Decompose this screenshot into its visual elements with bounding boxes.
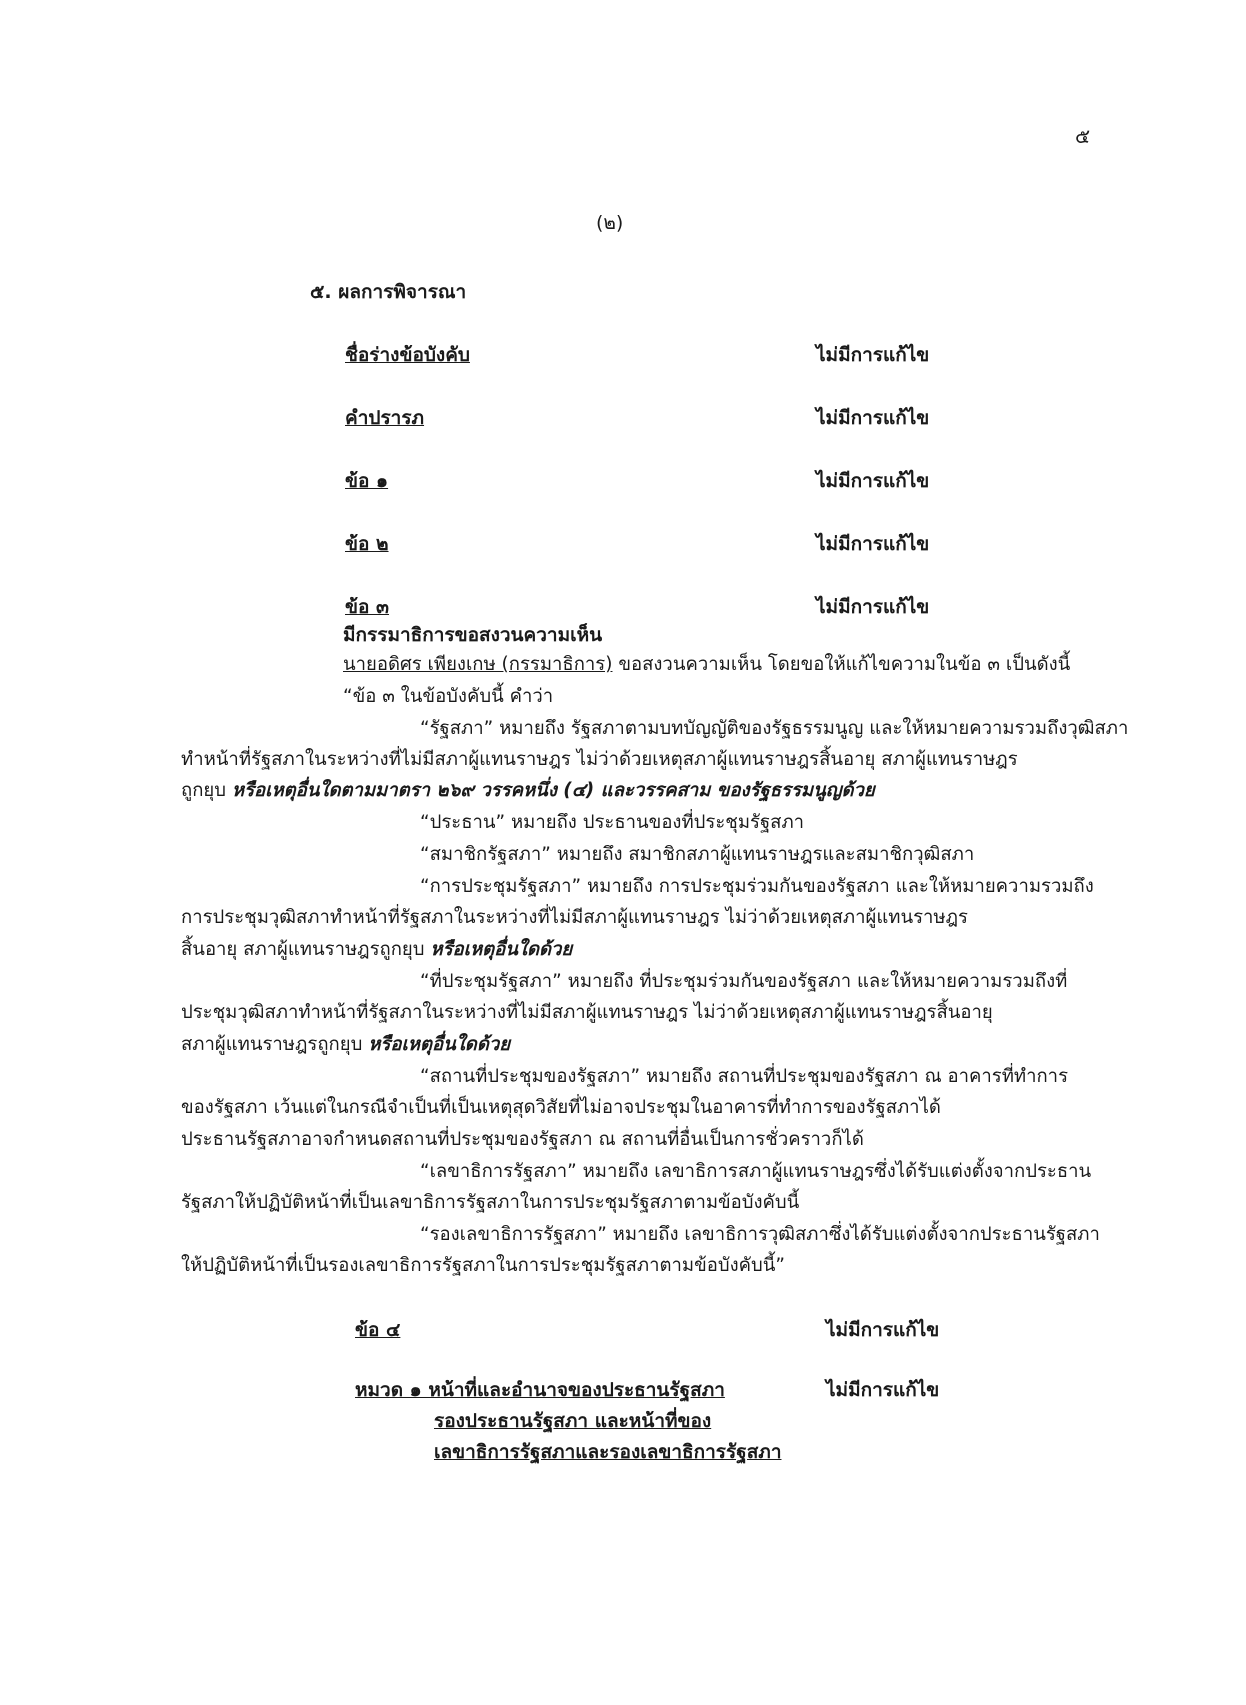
sub-page-number: (๒) xyxy=(596,212,624,234)
definition-line: ทำหน้าที่รัฐสภาในระหว่างที่ไม่มีสภาผู้แทนราษฎร ไม่ว่าด้วยเหตุสภาผู้แทนราษฎรสิ้นอายุ สภาผู้แทนราษฎร xyxy=(181,749,1018,770)
definition-line: “การประชุมรัฐสภา” หมายถึง การประชุมร่วมกันของรัฐสภา และให้หมายความรวมถึง xyxy=(420,876,1094,897)
added-text: หรือเหตุอื่นใดด้วย xyxy=(368,1034,511,1055)
definition-line: ของรัฐสภา เว้นแต่ในกรณีจำเป็นที่เป็นเหตุสุดวิสัยที่ไม่อาจประชุมในอาคารที่ทำการของรัฐสภาได้ xyxy=(181,1097,941,1118)
definition-line: “รองเลขาธิการรัฐสภา” หมายถึง เลขาธิการวุฒิสภาซึ่งได้รับแต่งตั้งจากประธานรัฐสภา xyxy=(420,1224,1100,1245)
definition-line: รัฐสภาให้ปฏิบัติหน้าที่เป็นเลขาธิการรัฐสภาในการประชุมรัฐสภาตามข้อบังคับนี้ xyxy=(181,1192,800,1213)
reservation-note: มีกรรมาธิการขอสงวนความเห็น xyxy=(343,624,603,646)
review-item-label: ชื่อร่างข้อบังคับ xyxy=(345,344,470,366)
review-item-label: ข้อ ๔ xyxy=(355,1319,401,1341)
definition-line: สิ้นอายุ สภาผู้แทนราษฎรถูกยุบ หรือเหตุอื่นใดด้วย xyxy=(181,939,573,960)
review-item-label: คำปรารภ xyxy=(345,407,425,429)
definition-line: “ที่ประชุมรัฐสภา” หมายถึง ที่ประชุมร่วมกันของรัฐสภา และให้หมายความรวมถึงที่ xyxy=(420,971,1068,992)
review-item-status: ไม่มีการแก้ไข xyxy=(826,1379,940,1401)
page-number: ๕ xyxy=(1075,124,1091,148)
definition-line: “เลขาธิการรัฐสภา” หมายถึง เลขาธิการสภาผู้แทนราษฎรซึ่งได้รับแต่งตั้งจากประธาน xyxy=(420,1161,1092,1182)
definition-line: สภาผู้แทนราษฎรถูกยุบ หรือเหตุอื่นใดด้วย xyxy=(181,1034,511,1055)
review-item-status: ไม่มีการแก้ไข xyxy=(816,596,930,618)
definition-line: “สมาชิกรัฐสภา” หมายถึง สมาชิกสภาผู้แทนราษฎรและสมาชิกวุฒิสภา xyxy=(420,844,975,865)
definition-line: ประชุมวุฒิสภาทำหน้าที่รัฐสภาในระหว่างที่ไม่มีสภาผู้แทนราษฎร ไม่ว่าด้วยเหตุสภาผู้แทนราษฎรสิ้นอายุ xyxy=(181,1002,993,1023)
section-heading: ๕. ผลการพิจารณา xyxy=(310,281,467,303)
member-name: นายอดิศร เพียงเกษ (กรรมาธิการ) xyxy=(343,654,613,675)
review-item-status: ไม่มีการแก้ไข xyxy=(816,470,930,492)
review-item-status: ไม่มีการแก้ไข xyxy=(826,1319,940,1341)
review-item-status: ไม่มีการแก้ไข xyxy=(816,344,930,366)
definition-line: ถูกยุบ หรือเหตุอื่นใดตามมาตรา ๒๖๙ วรรคหนึ่ง (๔) และวรรคสาม ของรัฐธรรมนูญด้วย xyxy=(181,780,875,801)
chapter-title-line: รองประธานรัฐสภา และหน้าที่ของ xyxy=(434,1410,712,1432)
definition-line: ให้ปฏิบัติหน้าที่เป็นรองเลขาธิการรัฐสภาในการประชุมรัฐสภาตามข้อบังคับนี้” xyxy=(181,1255,785,1276)
chapter-title-line: เลขาธิการรัฐสภาและรองเลขาธิการรัฐสภา xyxy=(434,1441,782,1463)
added-text: หรือเหตุอื่นใดด้วย xyxy=(430,939,573,960)
review-item-label: ข้อ ๑ xyxy=(345,470,389,492)
chapter-title-line: หมวด ๑ หน้าที่และอำนาจของประธานรัฐสภา xyxy=(355,1379,725,1401)
review-item-label: ข้อ ๓ xyxy=(345,596,390,618)
definition-line: การประชุมวุฒิสภาทำหน้าที่รัฐสภาในระหว่างที่ไม่มีสภาผู้แทนราษฎร ไม่ว่าด้วยเหตุสภาผู้แทนราษฎร xyxy=(181,907,968,928)
definition-line: ประธานรัฐสภาอาจกำหนดสถานที่ประชุมของรัฐสภา ณ สถานที่อื่นเป็นการชั่วคราวก็ได้ xyxy=(181,1129,864,1150)
added-text: หรือเหตุอื่นใดตามมาตรา ๒๖๙ วรรคหนึ่ง (๔) และวรรคสาม ของรัฐธรรมนูญด้วย xyxy=(231,780,875,801)
quote-open: “ข้อ ๓ ในข้อบังคับนี้ คำว่า xyxy=(343,686,554,707)
definition-line: “รัฐสภา” หมายถึง รัฐสภาตามบทบัญญัติของรัฐธรรมนูญ และให้หมายความรวมถึงวุฒิสภา xyxy=(420,718,1129,739)
amendment-intro-text: ขอสงวนความเห็น โดยขอให้แก้ไขความในข้อ ๓ เป็นดังนี้ xyxy=(612,654,1071,675)
review-item-label: ข้อ ๒ xyxy=(345,533,389,555)
review-item-status: ไม่มีการแก้ไข xyxy=(816,407,930,429)
amendment-intro xyxy=(343,656,1070,675)
definition-line: “สถานที่ประชุมของรัฐสภา” หมายถึง สถานที่ประชุมของรัฐสภา ณ อาคารที่ทำการ xyxy=(420,1066,1069,1087)
review-item-status: ไม่มีการแก้ไข xyxy=(816,533,930,555)
definition-line: “ประธาน” หมายถึง ประธานของที่ประชุมรัฐสภา xyxy=(420,812,805,833)
